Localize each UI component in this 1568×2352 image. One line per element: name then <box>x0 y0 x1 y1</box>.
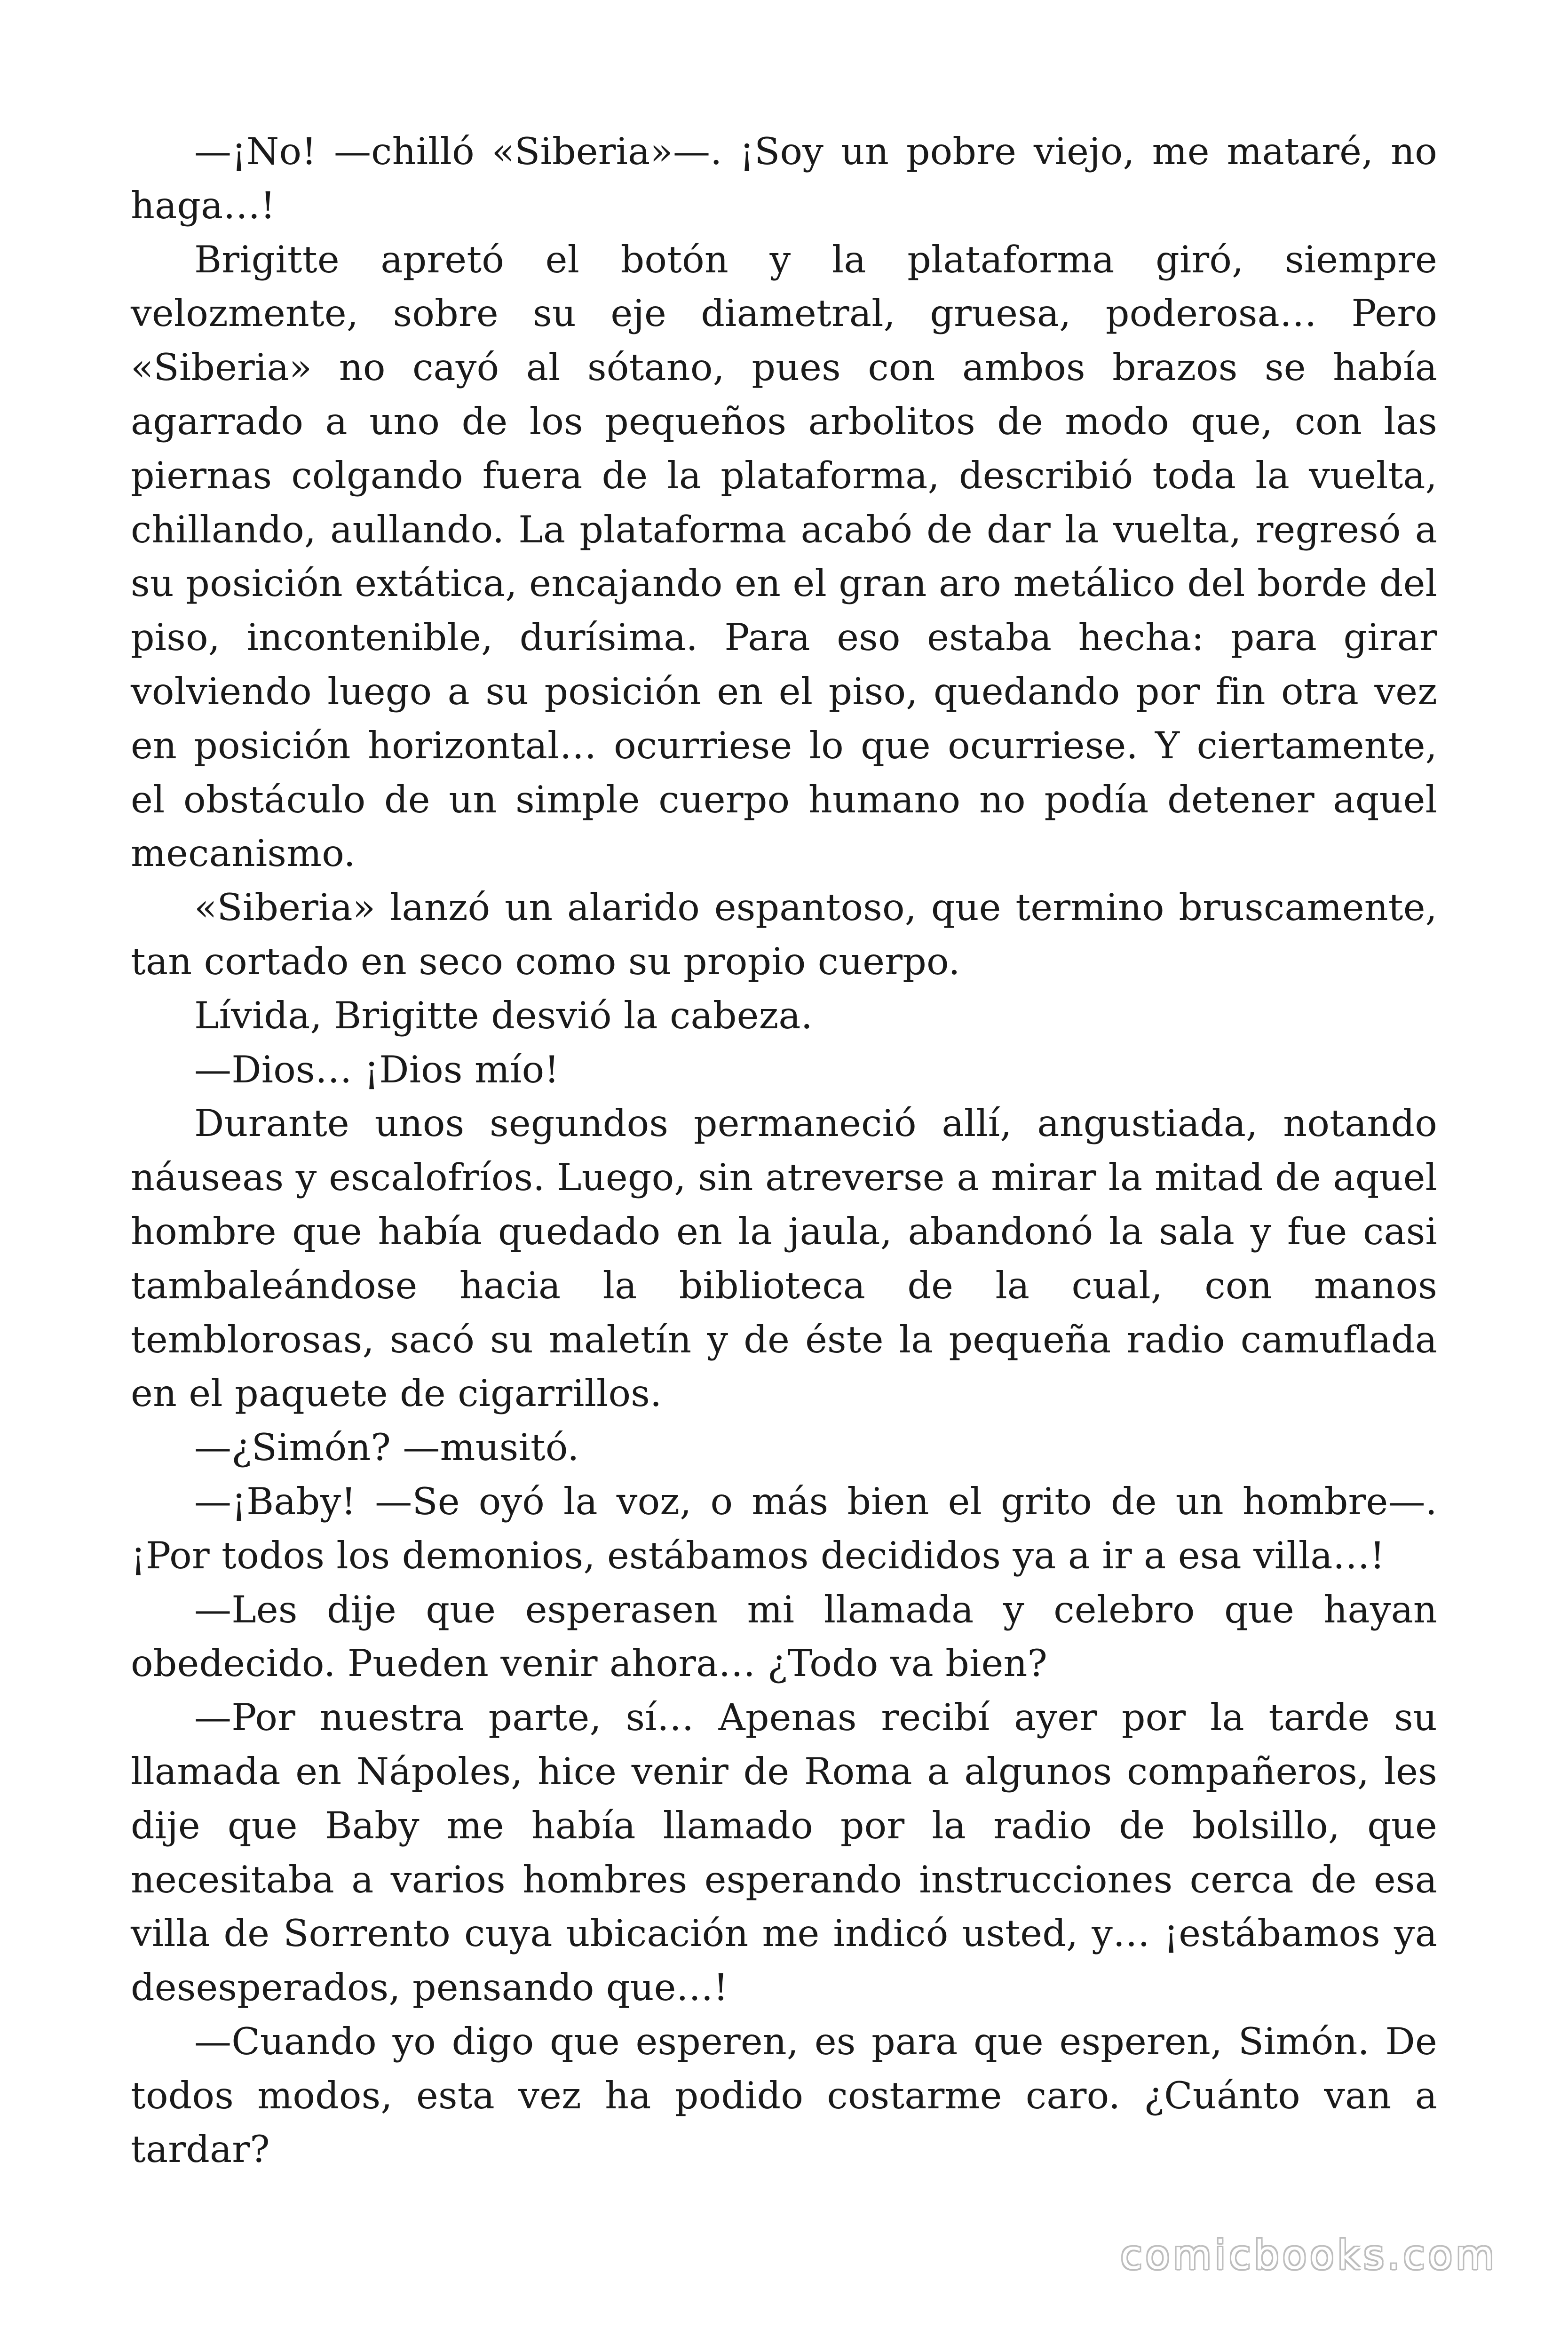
paragraph-10: —Por nuestra parte, sí… Apenas recibí ayer por la tarde su llamada en Nápoles, hice venir de Roma a algunos compañeros, les dije que Baby me había llamado por la radio de bolsillo, que necesitaba a varios hombres esperando instrucciones cerca de esa villa de Sorrento cuya ubicación me indicó usted, y… ¡estábamos ya desesperados, pensando que…! <box>131 1696 1437 2010</box>
paragraph-9: —Les dije que esperasen mi llamada y celebro que hayan obedecido. Pueden venir ahora… ¿Todo va bien? <box>131 1588 1437 1685</box>
paragraph-8: —¡Baby! —Se oyó la voz, o más bien el grito de un hombre—. ¡Por todos los demonios, estábamos decididos ya a ir a esa villa…! <box>131 1479 1437 1577</box>
paragraph-6: Durante unos segundos permaneció allí, angustiada, notando náuseas y escalofríos. Luego, sin atreverse a mirar la mitad de aquel hombre que había quedado en la jaula, abandonó la sala y fue casi tambaleándose hacia la biblioteca de la cual, con manos temblorosas, sacó su maletín y de éste la pequeña radio camuflada en el paquete de cigarrillos. <box>131 1102 1437 1415</box>
paragraph-4: Lívida, Brigitte desvió la cabeza. <box>194 993 813 1037</box>
paragraph-2: Brigitte apretó el botón y la plataforma giró, siempre velozmente, sobre su eje diametral, gruesa, poderosa… Pero «Siberia» no cayó al sótano, pues con ambos brazos se había agarrado a uno de los pequeños arbolitos de modo que, con las piernas colgando fuera de la plataforma, describió toda la vuelta, chillando, aullando. La plataforma acabó de dar la vuelta, regresó a su posición extática, encajando en el gran aro metálico del borde del piso, incontenible, durísima. Para eso estaba hecha: para girar volviendo luego a su posición en el piso, quedando por fin otra vez en posición horizontal… ocurriese lo que ocurriese. Y ciertamente, el obstáculo de un simple cuerpo humano no podía detener aquel mecanismo. <box>131 238 1437 875</box>
page-body <box>131 125 1437 2177</box>
paragraph-5: —Dios… ¡Dios mío! <box>194 1048 560 1091</box>
paragraph-1: —¡No! —chilló «Siberia»—. ¡Soy un pobre viejo, me mataré, no haga…! <box>131 130 1437 227</box>
paragraph-7: —¿Simón? —musitó. <box>194 1426 579 1470</box>
paragraph-3: «Siberia» lanzó un alarido espantoso, que termino bruscamente, tan cortado en seco como su propio cuerpo. <box>131 886 1437 983</box>
paragraph-11: —Cuando yo digo que esperen, es para que esperen, Simón. De todos modos, esta vez ha podido costarme caro. ¿Cuánto van a tardar? <box>131 2019 1437 2171</box>
watermark: comicbooks.com <box>1120 2232 1497 2278</box>
